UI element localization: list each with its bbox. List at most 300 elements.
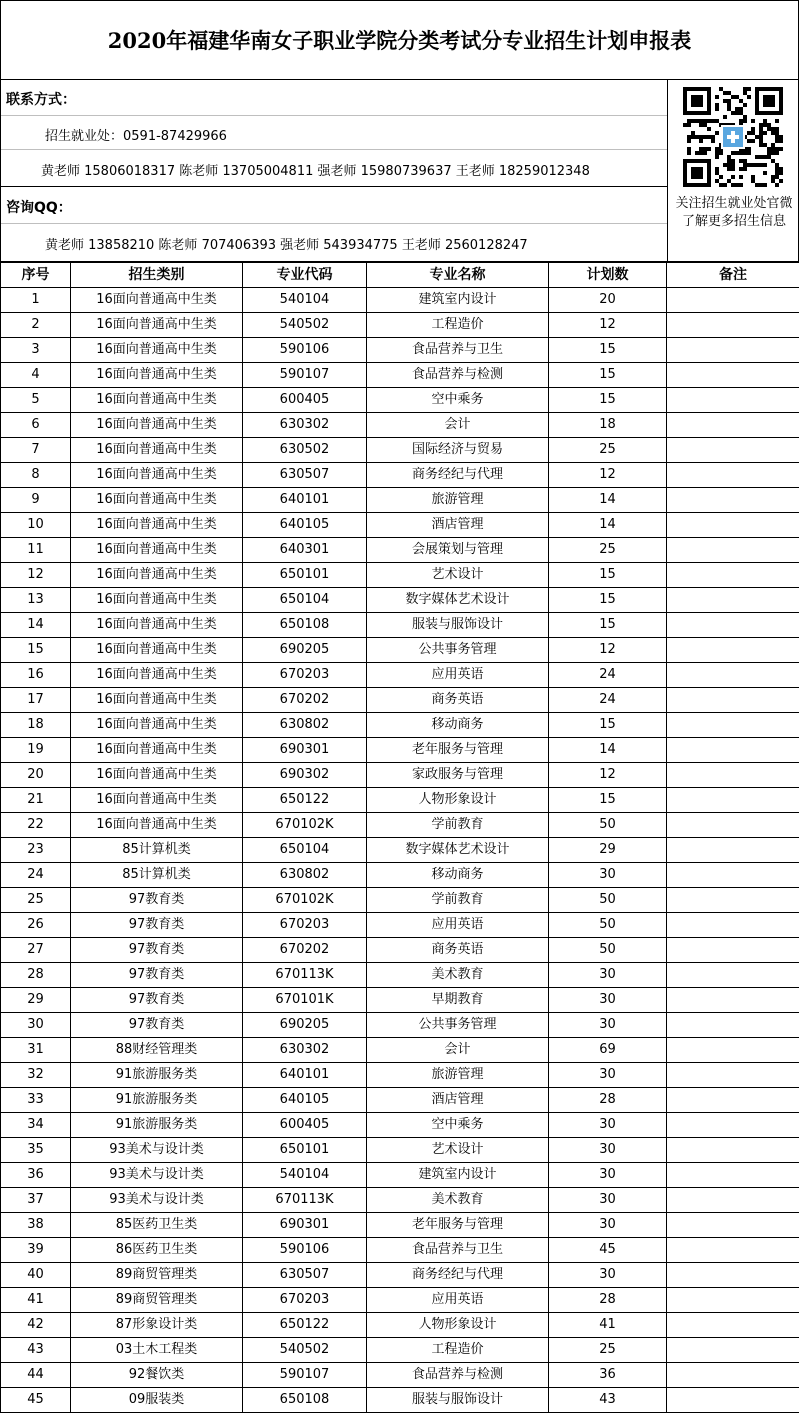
cell-remarks xyxy=(667,1038,799,1063)
cell-plan-count: 30 xyxy=(549,1163,667,1188)
cell-major-code: 690205 xyxy=(243,638,367,663)
cell-category: 16面向普通高中生类 xyxy=(71,488,243,513)
table-row xyxy=(1,1188,799,1213)
table-row xyxy=(1,1163,799,1188)
cell-category: 85计算机类 xyxy=(71,838,243,863)
cell-category: 93美术与设计类 xyxy=(71,1188,243,1213)
cell-remarks xyxy=(667,1013,799,1038)
cell-serial: 41 xyxy=(1,1288,71,1313)
cell-major-code: 540104 xyxy=(243,288,367,313)
cell-serial: 15 xyxy=(1,638,71,663)
cell-major-code: 540502 xyxy=(243,313,367,338)
cell-category: 88财经管理类 xyxy=(71,1038,243,1063)
cell-category: 03土木工程类 xyxy=(71,1338,243,1363)
cell-category: 16面向普通高中生类 xyxy=(71,738,243,763)
cell-plan-count: 50 xyxy=(549,913,667,938)
table-header-row xyxy=(1,263,799,288)
cell-serial: 43 xyxy=(1,1338,71,1363)
cell-major-code: 650108 xyxy=(243,1388,367,1413)
cell-major-name: 会计 xyxy=(367,1038,549,1063)
cell-plan-count: 15 xyxy=(549,588,667,613)
cell-remarks xyxy=(667,938,799,963)
cell-category: 16面向普通高中生类 xyxy=(71,713,243,738)
cell-major-name: 空中乘务 xyxy=(367,1113,549,1138)
cell-serial: 19 xyxy=(1,738,71,763)
cell-remarks xyxy=(667,913,799,938)
table-row xyxy=(1,438,799,463)
table-row xyxy=(1,413,799,438)
cell-serial: 42 xyxy=(1,1313,71,1338)
qq-heading: 咨询QQ： xyxy=(6,200,72,216)
cell-major-code: 640101 xyxy=(243,1063,367,1088)
table-row xyxy=(1,1288,799,1313)
cell-plan-count: 30 xyxy=(549,963,667,988)
cell-category: 16面向普通高中生类 xyxy=(71,313,243,338)
cell-serial: 16 xyxy=(1,663,71,688)
cell-serial: 44 xyxy=(1,1363,71,1388)
cell-remarks xyxy=(667,463,799,488)
cell-serial: 1 xyxy=(1,288,71,313)
cell-serial: 14 xyxy=(1,613,71,638)
cell-category: 91旅游服务类 xyxy=(71,1088,243,1113)
cell-plan-count: 36 xyxy=(549,1363,667,1388)
cell-serial: 33 xyxy=(1,1088,71,1113)
cell-major-name: 商务经纪与代理 xyxy=(367,463,549,488)
table-row xyxy=(1,1038,799,1063)
cell-major-code: 590107 xyxy=(243,363,367,388)
table-row xyxy=(1,988,799,1013)
cell-category: 97教育类 xyxy=(71,963,243,988)
cell-category: 16面向普通高中生类 xyxy=(71,688,243,713)
cell-serial: 36 xyxy=(1,1163,71,1188)
cell-major-name: 应用英语 xyxy=(367,663,549,688)
table-row xyxy=(1,888,799,913)
cell-remarks xyxy=(667,413,799,438)
cell-major-code: 630502 xyxy=(243,438,367,463)
cell-major-name: 服装与服饰设计 xyxy=(367,613,549,638)
cell-major-code: 670203 xyxy=(243,1288,367,1313)
cell-plan-count: 14 xyxy=(549,513,667,538)
cell-major-code: 690301 xyxy=(243,1213,367,1238)
cell-major-name: 空中乘务 xyxy=(367,388,549,413)
cell-serial: 28 xyxy=(1,963,71,988)
table-row xyxy=(1,688,799,713)
cell-serial: 10 xyxy=(1,513,71,538)
cell-remarks xyxy=(667,1138,799,1163)
cell-category: 93美术与设计类 xyxy=(71,1138,243,1163)
cell-category: 97教育类 xyxy=(71,913,243,938)
cell-remarks xyxy=(667,488,799,513)
cell-category: 16面向普通高中生类 xyxy=(71,438,243,463)
cell-major-code: 650101 xyxy=(243,563,367,588)
cell-category: 16面向普通高中生类 xyxy=(71,538,243,563)
cell-major-code: 630802 xyxy=(243,863,367,888)
table-row xyxy=(1,663,799,688)
cell-category: 87形象设计类 xyxy=(71,1313,243,1338)
cell-major-name: 工程造价 xyxy=(367,1338,549,1363)
cell-plan-count: 18 xyxy=(549,413,667,438)
cell-major-name: 应用英语 xyxy=(367,1288,549,1313)
cell-plan-count: 12 xyxy=(549,463,667,488)
header-plan-count: 计划数 xyxy=(549,263,667,288)
cell-serial: 35 xyxy=(1,1138,71,1163)
header-serial: 序号 xyxy=(1,263,71,288)
cell-major-code: 670113K xyxy=(243,1188,367,1213)
cell-serial: 40 xyxy=(1,1263,71,1288)
cell-remarks xyxy=(667,688,799,713)
cell-major-name: 数字媒体艺术设计 xyxy=(367,838,549,863)
table-row xyxy=(1,738,799,763)
cell-remarks xyxy=(667,588,799,613)
cell-major-name: 食品营养与卫生 xyxy=(367,1238,549,1263)
cell-remarks xyxy=(667,788,799,813)
cell-major-name: 会展策划与管理 xyxy=(367,538,549,563)
cell-remarks xyxy=(667,438,799,463)
cell-category: 16面向普通高中生类 xyxy=(71,638,243,663)
cell-major-name: 食品营养与卫生 xyxy=(367,338,549,363)
table-row xyxy=(1,388,799,413)
cell-plan-count: 43 xyxy=(549,1388,667,1413)
cell-category: 97教育类 xyxy=(71,1013,243,1038)
cell-plan-count: 29 xyxy=(549,838,667,863)
cell-category: 97教育类 xyxy=(71,938,243,963)
cell-category: 91旅游服务类 xyxy=(71,1113,243,1138)
cell-category: 16面向普通高中生类 xyxy=(71,288,243,313)
cell-serial: 45 xyxy=(1,1388,71,1413)
cell-major-name: 旅游管理 xyxy=(367,1063,549,1088)
cell-major-name: 旅游管理 xyxy=(367,488,549,513)
table-row xyxy=(1,288,799,313)
table-row xyxy=(1,588,799,613)
enrollment-plan-table xyxy=(0,262,799,1413)
cell-major-code: 650108 xyxy=(243,613,367,638)
cell-remarks xyxy=(667,1388,799,1413)
cell-serial: 12 xyxy=(1,563,71,588)
table-row xyxy=(1,788,799,813)
cell-major-code: 650122 xyxy=(243,1313,367,1338)
cell-plan-count: 50 xyxy=(549,888,667,913)
cell-plan-count: 24 xyxy=(549,688,667,713)
cell-remarks xyxy=(667,763,799,788)
cell-remarks xyxy=(667,313,799,338)
cell-remarks xyxy=(667,1363,799,1388)
cell-major-name: 建筑室内设计 xyxy=(367,288,549,313)
cell-remarks xyxy=(667,1313,799,1338)
cell-major-name: 人物形象设计 xyxy=(367,788,549,813)
contact-heading: 联系方式： xyxy=(6,92,76,108)
cell-serial: 13 xyxy=(1,588,71,613)
cell-category: 16面向普通高中生类 xyxy=(71,788,243,813)
cell-plan-count: 15 xyxy=(549,563,667,588)
cell-major-name: 商务英语 xyxy=(367,688,549,713)
cell-category: 16面向普通高中生类 xyxy=(71,588,243,613)
cell-serial: 34 xyxy=(1,1113,71,1138)
table-row xyxy=(1,363,799,388)
table-row xyxy=(1,813,799,838)
qr-area xyxy=(667,79,799,261)
cell-serial: 11 xyxy=(1,538,71,563)
cell-major-code: 650104 xyxy=(243,588,367,613)
cell-remarks xyxy=(667,1263,799,1288)
admissions-office-phone: 招生就业处：0591-87429966 xyxy=(45,129,227,144)
cell-category: 91旅游服务类 xyxy=(71,1063,243,1088)
cell-plan-count: 30 xyxy=(549,988,667,1013)
cell-remarks xyxy=(667,288,799,313)
cell-major-name: 商务英语 xyxy=(367,938,549,963)
cell-plan-count: 25 xyxy=(549,1338,667,1363)
table-row xyxy=(1,538,799,563)
cell-plan-count: 14 xyxy=(549,738,667,763)
cell-serial: 38 xyxy=(1,1213,71,1238)
cell-plan-count: 12 xyxy=(549,313,667,338)
cell-remarks xyxy=(667,388,799,413)
cell-major-code: 630507 xyxy=(243,1263,367,1288)
table-row xyxy=(1,713,799,738)
cell-plan-count: 25 xyxy=(549,538,667,563)
header-major-name: 专业名称 xyxy=(367,263,549,288)
cell-major-code: 650101 xyxy=(243,1138,367,1163)
cell-remarks xyxy=(667,663,799,688)
cell-major-code: 670101K xyxy=(243,988,367,1013)
cell-major-code: 630507 xyxy=(243,463,367,488)
cell-plan-count: 28 xyxy=(549,1288,667,1313)
cell-major-code: 540104 xyxy=(243,1163,367,1188)
cell-plan-count: 30 xyxy=(549,1188,667,1213)
cell-major-name: 人物形象设计 xyxy=(367,1313,549,1338)
table-row xyxy=(1,838,799,863)
cell-category: 16面向普通高中生类 xyxy=(71,613,243,638)
cell-major-name: 公共事务管理 xyxy=(367,638,549,663)
cell-plan-count: 30 xyxy=(549,1113,667,1138)
cell-major-name: 老年服务与管理 xyxy=(367,738,549,763)
cell-major-name: 学前教育 xyxy=(367,888,549,913)
cell-serial: 30 xyxy=(1,1013,71,1038)
cell-serial: 32 xyxy=(1,1063,71,1088)
cell-major-name: 应用英语 xyxy=(367,913,549,938)
cell-major-name: 国际经济与贸易 xyxy=(367,438,549,463)
cell-remarks xyxy=(667,1188,799,1213)
table-row xyxy=(1,313,799,338)
cell-serial: 2 xyxy=(1,313,71,338)
cell-serial: 22 xyxy=(1,813,71,838)
table-row xyxy=(1,1013,799,1038)
cell-remarks xyxy=(667,1163,799,1188)
cell-plan-count: 12 xyxy=(549,638,667,663)
cell-plan-count: 12 xyxy=(549,763,667,788)
cell-remarks xyxy=(667,538,799,563)
table-row xyxy=(1,338,799,363)
cell-category: 16面向普通高中生类 xyxy=(71,388,243,413)
cell-category: 85计算机类 xyxy=(71,863,243,888)
cell-serial: 39 xyxy=(1,1238,71,1263)
cell-serial: 25 xyxy=(1,888,71,913)
cell-remarks xyxy=(667,1063,799,1088)
cell-category: 97教育类 xyxy=(71,888,243,913)
cell-category: 16面向普通高中生类 xyxy=(71,513,243,538)
cell-major-name: 美术教育 xyxy=(367,963,549,988)
header-major-code: 专业代码 xyxy=(243,263,367,288)
cell-major-code: 640301 xyxy=(243,538,367,563)
cell-plan-count: 30 xyxy=(549,1013,667,1038)
contact-row-divider xyxy=(1,187,668,224)
cell-serial: 5 xyxy=(1,388,71,413)
cell-plan-count: 15 xyxy=(549,338,667,363)
cell-major-code: 590106 xyxy=(243,338,367,363)
cell-remarks xyxy=(667,813,799,838)
cell-major-code: 600405 xyxy=(243,1113,367,1138)
cell-serial: 6 xyxy=(1,413,71,438)
qr-code-icon xyxy=(683,87,783,187)
cell-plan-count: 30 xyxy=(549,1063,667,1088)
cell-major-name: 服装与服饰设计 xyxy=(367,1388,549,1413)
cell-remarks xyxy=(667,1088,799,1113)
cell-major-code: 640101 xyxy=(243,488,367,513)
cell-category: 16面向普通高中生类 xyxy=(71,413,243,438)
cell-major-name: 会计 xyxy=(367,413,549,438)
cell-plan-count: 30 xyxy=(549,863,667,888)
cell-major-code: 690205 xyxy=(243,1013,367,1038)
table-row xyxy=(1,613,799,638)
cell-major-code: 670102K xyxy=(243,888,367,913)
cell-major-name: 家政服务与管理 xyxy=(367,763,549,788)
cell-plan-count: 15 xyxy=(549,388,667,413)
cell-major-name: 公共事务管理 xyxy=(367,1013,549,1038)
qr-caption: 关注招生就业处官微了解更多招生信息 xyxy=(675,196,793,229)
cell-category: 92餐饮类 xyxy=(71,1363,243,1388)
table-row xyxy=(1,1138,799,1163)
cell-plan-count: 20 xyxy=(549,288,667,313)
cell-plan-count: 30 xyxy=(549,1263,667,1288)
cell-remarks xyxy=(667,1338,799,1363)
cell-plan-count: 24 xyxy=(549,663,667,688)
cell-plan-count: 30 xyxy=(549,1138,667,1163)
cell-major-code: 670113K xyxy=(243,963,367,988)
cell-category: 97教育类 xyxy=(71,988,243,1013)
cell-serial: 3 xyxy=(1,338,71,363)
cell-remarks xyxy=(667,638,799,663)
cell-major-code: 690302 xyxy=(243,763,367,788)
cell-remarks xyxy=(667,863,799,888)
cell-major-code: 640105 xyxy=(243,513,367,538)
cell-major-code: 630302 xyxy=(243,1038,367,1063)
cell-major-name: 数字媒体艺术设计 xyxy=(367,588,549,613)
cell-plan-count: 14 xyxy=(549,488,667,513)
cell-major-name: 食品营养与检测 xyxy=(367,363,549,388)
cell-major-name: 美术教育 xyxy=(367,1188,549,1213)
table-row xyxy=(1,563,799,588)
cell-major-name: 艺术设计 xyxy=(367,563,549,588)
cell-major-code: 670202 xyxy=(243,938,367,963)
cell-serial: 7 xyxy=(1,438,71,463)
cell-category: 93美术与设计类 xyxy=(71,1163,243,1188)
cell-major-name: 老年服务与管理 xyxy=(367,1213,549,1238)
cell-major-name: 学前教育 xyxy=(367,813,549,838)
table-row xyxy=(1,1263,799,1288)
cell-plan-count: 41 xyxy=(549,1313,667,1338)
cell-remarks xyxy=(667,513,799,538)
cell-major-name: 食品营养与检测 xyxy=(367,1363,549,1388)
table-row xyxy=(1,638,799,663)
cell-serial: 24 xyxy=(1,863,71,888)
cell-major-code: 650122 xyxy=(243,788,367,813)
cell-major-code: 670203 xyxy=(243,663,367,688)
cell-category: 16面向普通高中生类 xyxy=(71,463,243,488)
cell-major-name: 建筑室内设计 xyxy=(367,1163,549,1188)
cell-major-name: 商务经纪与代理 xyxy=(367,1263,549,1288)
cell-category: 16面向普通高中生类 xyxy=(71,813,243,838)
document-title: 2020年福建华南女子职业学院分类考试分专业招生计划申报表 xyxy=(0,0,799,80)
cell-remarks xyxy=(667,713,799,738)
table-row xyxy=(1,1338,799,1363)
cell-major-code: 670102K xyxy=(243,813,367,838)
cell-serial: 31 xyxy=(1,1038,71,1063)
table-row xyxy=(1,1113,799,1138)
cell-remarks xyxy=(667,1238,799,1263)
cell-major-code: 540502 xyxy=(243,1338,367,1363)
table-row xyxy=(1,1363,799,1388)
cell-category: 16面向普通高中生类 xyxy=(71,763,243,788)
cell-remarks xyxy=(667,613,799,638)
table-row xyxy=(1,913,799,938)
cell-major-code: 630302 xyxy=(243,413,367,438)
cell-major-name: 移动商务 xyxy=(367,863,549,888)
cell-major-code: 630802 xyxy=(243,713,367,738)
cell-major-code: 590106 xyxy=(243,1238,367,1263)
cell-major-code: 600405 xyxy=(243,388,367,413)
cell-category: 89商贸管理类 xyxy=(71,1288,243,1313)
table-row xyxy=(1,513,799,538)
cell-remarks xyxy=(667,1213,799,1238)
cell-major-code: 690301 xyxy=(243,738,367,763)
cell-plan-count: 15 xyxy=(549,713,667,738)
cell-remarks xyxy=(667,1113,799,1138)
teacher-phones: 黄老师 15806018317 陈老师 13705004811 强老师 15980739637 王老师 18259012348 xyxy=(41,164,590,179)
table-row xyxy=(1,1088,799,1113)
table-row xyxy=(1,1213,799,1238)
cell-serial: 4 xyxy=(1,363,71,388)
cell-remarks xyxy=(667,363,799,388)
cell-serial: 17 xyxy=(1,688,71,713)
cell-major-name: 移动商务 xyxy=(367,713,549,738)
cell-category: 86医药卫生类 xyxy=(71,1238,243,1263)
cell-category: 16面向普通高中生类 xyxy=(71,563,243,588)
cell-major-code: 590107 xyxy=(243,1363,367,1388)
table-row xyxy=(1,463,799,488)
table-row xyxy=(1,488,799,513)
cell-category: 85医药卫生类 xyxy=(71,1213,243,1238)
cell-category: 16面向普通高中生类 xyxy=(71,338,243,363)
cell-remarks xyxy=(667,1288,799,1313)
cell-category: 89商贸管理类 xyxy=(71,1263,243,1288)
cell-remarks xyxy=(667,338,799,363)
header-remarks: 备注 xyxy=(667,263,799,288)
cell-remarks xyxy=(667,988,799,1013)
table-row xyxy=(1,938,799,963)
cell-remarks xyxy=(667,563,799,588)
cell-plan-count: 30 xyxy=(549,1213,667,1238)
table-row xyxy=(1,863,799,888)
contact-section xyxy=(0,79,799,262)
cell-category: 16面向普通高中生类 xyxy=(71,663,243,688)
table-row xyxy=(1,1238,799,1263)
table-row xyxy=(1,963,799,988)
teacher-qq-numbers: 黄老师 13858210 陈老师 707406393 强老师 543934775 王老师 2560128247 xyxy=(45,238,528,253)
cell-remarks xyxy=(667,738,799,763)
cell-serial: 8 xyxy=(1,463,71,488)
cell-serial: 29 xyxy=(1,988,71,1013)
cell-plan-count: 25 xyxy=(549,438,667,463)
cell-major-name: 酒店管理 xyxy=(367,1088,549,1113)
